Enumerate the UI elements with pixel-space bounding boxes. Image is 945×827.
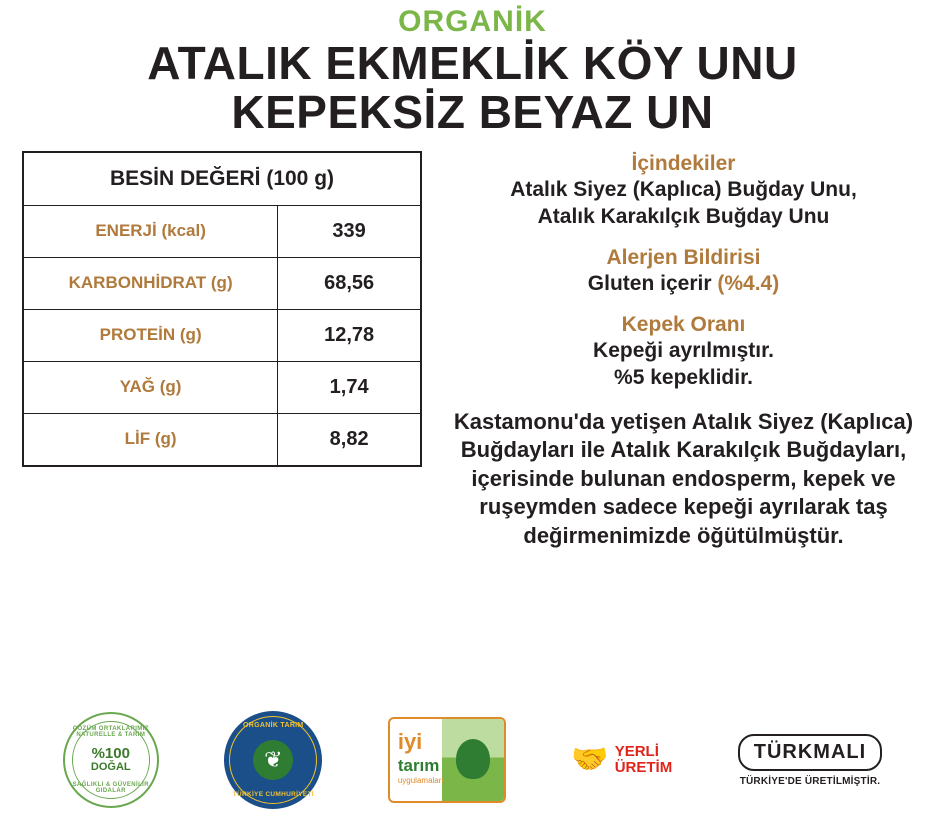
nutrition-label: YAĞ (g): [23, 361, 278, 413]
nutrition-table: [22, 151, 422, 467]
yerli-uretim-text: [615, 744, 673, 776]
table-row: [23, 257, 421, 309]
badge-organik-tarim: [224, 711, 322, 809]
ingredients-block: [444, 151, 923, 231]
nutrition-label: KARBONHİDRAT (g): [23, 257, 278, 309]
table-row: [23, 361, 421, 413]
table-header-row: [23, 152, 421, 206]
product-title-line-1: ATALIK EKMEKLİK KÖY UNU: [147, 36, 798, 89]
dogal-arc-top: ÇÖZÜM ORTAKLARIMIZ NATURELLE & TARIM: [72, 726, 149, 738]
tree-icon: [456, 739, 490, 779]
info-column: [422, 151, 923, 551]
turkmali-sub: TÜRKİYE'DE ÜRETİLMİŞTİR.: [739, 775, 881, 787]
nutrition-column: [22, 151, 422, 551]
nutrition-value: 339: [278, 205, 421, 257]
iyi-text: iyi: [397, 729, 423, 754]
certification-badges: [0, 701, 945, 819]
bran-line-2: %5 kepeklidir.: [614, 365, 753, 389]
product-header: [0, 0, 945, 139]
nutrition-label: ENERJİ (kcal): [23, 205, 278, 257]
ingredients-title: İçindekiler: [631, 151, 736, 175]
yerli-line-1: YERLİ: [614, 743, 659, 761]
main-content: [0, 139, 945, 551]
nutrition-value: 12,78: [278, 309, 421, 361]
badge-yerli-uretim: [571, 744, 672, 776]
product-title-line-2: KEPEKSİZ BEYAZ UN: [231, 86, 714, 139]
leaf-icon: ❦: [253, 740, 293, 780]
handshake-icon: 🤝: [571, 743, 609, 776]
nutrition-value: 1,74: [278, 361, 421, 413]
ingredients-line-2: Atalık Karakılçık Buğday Unu: [537, 204, 830, 228]
dogal-arc-bottom: SAĞLIKLI & GÜVENİLİR GIDALAR: [72, 782, 149, 794]
organik-top-text: ORGANİK TARIM: [243, 722, 304, 729]
nutrition-value: 8,82: [278, 413, 421, 466]
allergen-title: Alerjen Bildirisi: [606, 245, 761, 269]
allergen-value: (%4.4): [717, 271, 780, 295]
table-row: [23, 309, 421, 361]
bran-block: [444, 312, 923, 392]
nutrition-heading: BESİN DEĞERİ (100 g): [23, 152, 421, 206]
organik-bottom-text: TÜRKİYE CUMHURİYETİ: [232, 791, 314, 798]
allergen-text: Gluten içerir: [587, 271, 712, 295]
ingredients-line-1: Atalık Siyez (Kaplıca) Buğday Unu,: [510, 177, 857, 201]
turkmali-label: TÜRKMALI: [738, 734, 882, 771]
allergen-text-row: [444, 271, 923, 298]
description-paragraph: Kastamonu'da yetişen Atalık Siyez (Kaplıca) Buğdayları ile Atalık Karakılçık Buğdayları, içerisinde bulunan endosperm, kepek ve ruşeymden sadece kepeği ayrılarak taş değirmenimizde öğütülmüştür.: [453, 408, 914, 549]
organik-label: ORGANİK: [398, 5, 547, 38]
yerli-line-2: ÜRETİM: [614, 759, 673, 776]
bran-line-1: Kepeği ayrılmıştır.: [593, 338, 774, 362]
table-row: [23, 413, 421, 466]
table-row: [23, 205, 421, 257]
badge-dogal: [63, 712, 159, 808]
dogal-percent: %100: [91, 744, 130, 762]
nutrition-label: PROTEİN (g): [23, 309, 278, 361]
tarim-text: tarım: [397, 756, 440, 775]
nutrition-label: LİF (g): [23, 413, 278, 466]
allergen-block: [444, 245, 923, 298]
nutrition-value: 68,56: [278, 257, 421, 309]
dogal-word: DOĞAL: [90, 760, 131, 773]
bran-title: Kepek Oranı: [621, 312, 746, 336]
uygulamalari-text: uygulamaları: [397, 776, 444, 785]
badge-turkmali: [738, 734, 882, 787]
badge-iyi-tarim: [388, 717, 506, 803]
